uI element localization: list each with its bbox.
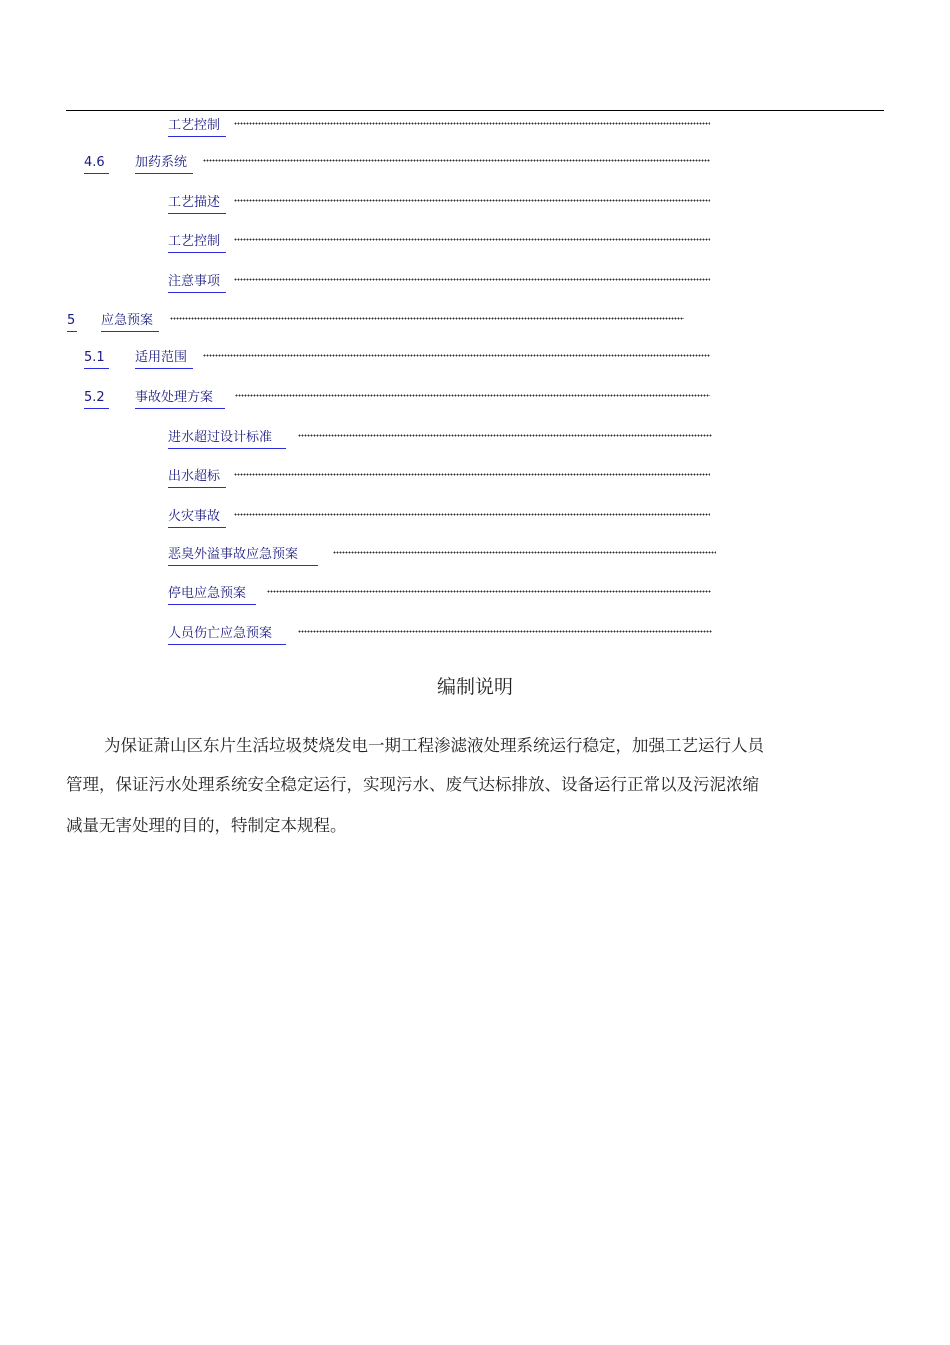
toc-title-text: 人员伤亡应急预案 xyxy=(168,626,273,641)
toc-number-text: 5.2 xyxy=(84,390,105,405)
toc-leader-dots xyxy=(234,199,710,202)
toc-title-text: 注意事项 xyxy=(168,274,221,289)
toc-number-text: 5 xyxy=(67,313,76,328)
toc-leader-dots xyxy=(234,513,710,516)
toc-leader-dots xyxy=(333,551,716,554)
toc-leader-dots xyxy=(234,122,710,125)
toc-title-text: 工艺描述 xyxy=(168,195,221,210)
body-paragraph-line: 管理，保证污水处理系统安全稳定运行，实现污水、废气达标排放、设备运行正常以及污泥浓缩 xyxy=(66,775,759,794)
body-paragraph-line: 减量无害处理的目的，特制定本规程。 xyxy=(66,816,347,835)
toc-leader-dots xyxy=(234,473,710,476)
toc-entry-number[interactable] xyxy=(67,312,75,330)
toc-entry[interactable] xyxy=(0,117,950,135)
toc-entry[interactable] xyxy=(0,429,950,447)
toc-number-text: 4.6 xyxy=(84,155,105,170)
body-paragraph-line: 为保证萧山区东片生活垃圾焚烧发电一期工程渗滤液处理系统运行稳定，加强工艺运行人员 xyxy=(104,736,764,755)
toc-leader-dots xyxy=(298,434,712,437)
toc-entry[interactable] xyxy=(0,585,950,603)
toc-leader-dots xyxy=(298,630,712,633)
toc-entry-title[interactable] xyxy=(135,389,213,407)
toc-entry-title[interactable] xyxy=(168,273,220,291)
toc-leader-dots xyxy=(203,354,710,357)
toc-entry-number[interactable] xyxy=(84,389,105,407)
toc-leader-dots xyxy=(235,394,710,397)
toc-leader-dots xyxy=(170,317,684,320)
toc-leader-dots xyxy=(234,278,710,281)
toc-entry[interactable] xyxy=(0,194,950,212)
toc-entry-title[interactable] xyxy=(168,194,220,212)
toc-entry-title[interactable] xyxy=(135,349,187,367)
toc-entry[interactable] xyxy=(0,233,950,251)
toc-title-text: 应急预案 xyxy=(101,313,154,328)
toc-entry[interactable] xyxy=(0,508,950,526)
toc-entry[interactable] xyxy=(0,546,950,564)
toc-entry-title[interactable] xyxy=(168,585,246,603)
toc-title-text: 工艺控制 xyxy=(168,234,221,249)
toc-entry-title[interactable] xyxy=(168,625,272,643)
toc-title-text: 停电应急预案 xyxy=(168,586,247,601)
header-rule xyxy=(66,110,884,111)
toc-entry-title[interactable] xyxy=(168,117,220,135)
toc-entry-title[interactable] xyxy=(168,468,220,486)
toc-title-text: 进水超过设计标准 xyxy=(168,430,273,445)
section-heading: 编制说明 xyxy=(436,676,513,698)
toc-entry-title[interactable] xyxy=(135,154,187,172)
toc-entry[interactable] xyxy=(0,312,950,330)
toc-entry-title[interactable] xyxy=(168,233,220,251)
toc-number-text: 5.1 xyxy=(84,350,105,365)
toc-entry-number[interactable] xyxy=(84,349,105,367)
toc-entry-title[interactable] xyxy=(101,312,153,330)
toc-entry-title[interactable] xyxy=(168,508,220,526)
toc-entry[interactable] xyxy=(0,468,950,486)
toc-title-text: 工艺控制 xyxy=(168,118,221,133)
toc-entry[interactable] xyxy=(0,273,950,291)
toc-entry-number[interactable] xyxy=(84,154,105,172)
toc-entry[interactable] xyxy=(0,389,950,407)
toc-entry-title[interactable] xyxy=(168,429,272,447)
toc-title-text: 加药系统 xyxy=(135,155,188,170)
toc-entry[interactable] xyxy=(0,154,950,172)
toc-title-text: 事故处理方案 xyxy=(135,390,214,405)
toc-entry-title[interactable] xyxy=(168,546,298,564)
toc-title-text: 火灾事故 xyxy=(168,509,221,524)
toc-entry[interactable] xyxy=(0,625,950,643)
toc-leader-dots xyxy=(234,238,710,241)
toc-title-text: 适用范围 xyxy=(135,350,188,365)
toc-leader-dots xyxy=(203,159,710,162)
toc-title-text: 出水超标 xyxy=(168,469,221,484)
toc-entry[interactable] xyxy=(0,349,950,367)
toc-title-text: 恶臭外溢事故应急预案 xyxy=(168,547,299,562)
toc-leader-dots xyxy=(267,590,711,593)
